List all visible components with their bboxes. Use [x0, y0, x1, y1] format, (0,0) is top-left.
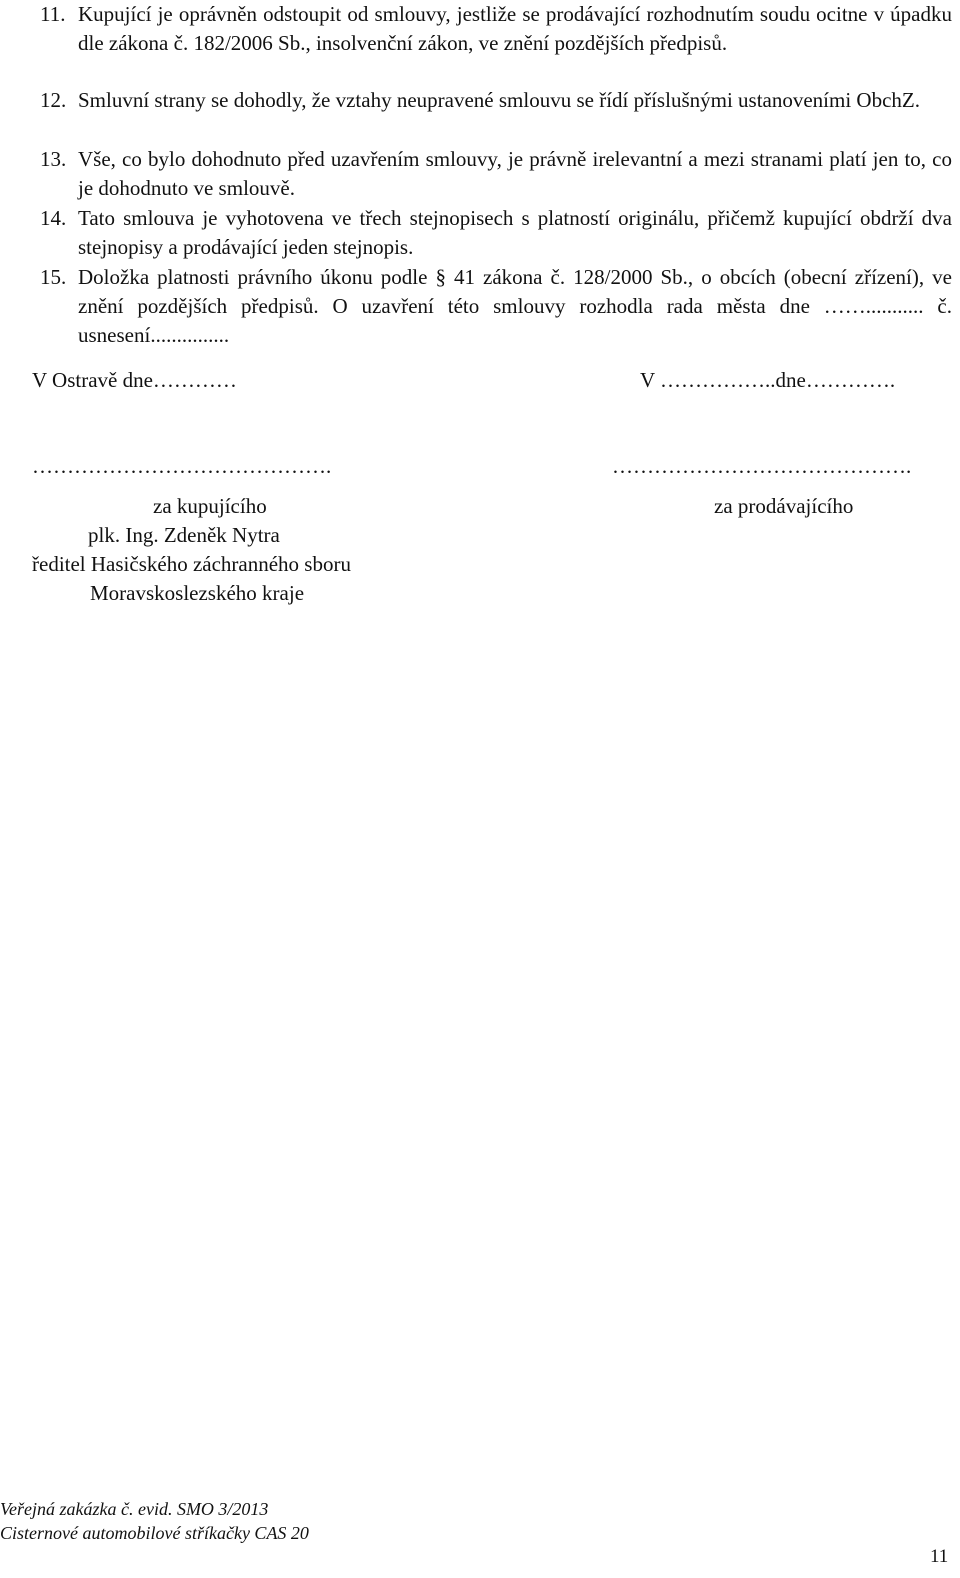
buyer-region: Moravskoslezského kraje	[90, 581, 305, 605]
seller-signature-line: …………………………………….	[612, 454, 912, 478]
clause-number: 14.	[40, 206, 67, 230]
footer-subject: Cisternové automobilové stříkačky CAS 20	[0, 1523, 309, 1543]
buyer-name: plk. Ing. Zdeněk Nytra	[88, 523, 280, 547]
clause-text: Vše, co bylo dohodnuto před uzavřením smlouvy, je právně irelevantní a mezi stranami platí jen to, co je dohodnuto ve smlouvě.	[78, 147, 952, 200]
clause-number: 15.	[40, 265, 67, 289]
clause-13	[40, 145, 952, 203]
clause-11	[40, 0, 952, 58]
clause-text: Kupující je oprávněn odstoupit od smlouvy, jestliže se prodávající rozhodnutím soudu ocitne v úpadku dle zákona č. 182/2006 Sb., insolvenční zákon, ve znění pozdějších předpisů.	[78, 2, 952, 55]
buyer-label: za kupujícího	[153, 494, 267, 518]
right-place-date: V ……………..dne………….	[640, 368, 896, 392]
footer-tender-number: Veřejná zakázka č. evid. SMO 3/2013	[0, 1499, 269, 1519]
seller-label: za prodávajícího	[714, 494, 854, 518]
left-place-date: V Ostravě dne…………	[32, 368, 237, 392]
clause-number: 13.	[40, 147, 67, 171]
clause-text: Tato smlouva je vyhotovena ve třech stejnopisech s platností originálu, přičemž kupující obdrží dva stejnopisy a prodávající jeden stejnopis.	[78, 206, 952, 259]
buyer-position: ředitel Hasičského záchranného sboru	[32, 552, 351, 576]
clause-text: Doložka platnosti právního úkonu podle § 41 zákona č. 128/2000 Sb., o obcích (obecní zřízení), ve znění pozdějších předpisů. O uzavření této smlouvy rozhodla rada města dne ……........... č. usnesení...............	[78, 265, 952, 347]
clause-number: 11.	[40, 2, 66, 26]
clause-15	[40, 263, 952, 350]
clause-14	[40, 204, 952, 262]
clause-12	[40, 86, 952, 115]
page-number: 11	[930, 1546, 949, 1567]
buyer-signature-line: …………………………………….	[32, 454, 332, 478]
clause-number: 12.	[40, 88, 67, 112]
clause-text: Smluvní strany se dohodly, že vztahy neupravené smlouvu se řídí příslušnými ustanoveními ObchZ.	[78, 88, 920, 112]
